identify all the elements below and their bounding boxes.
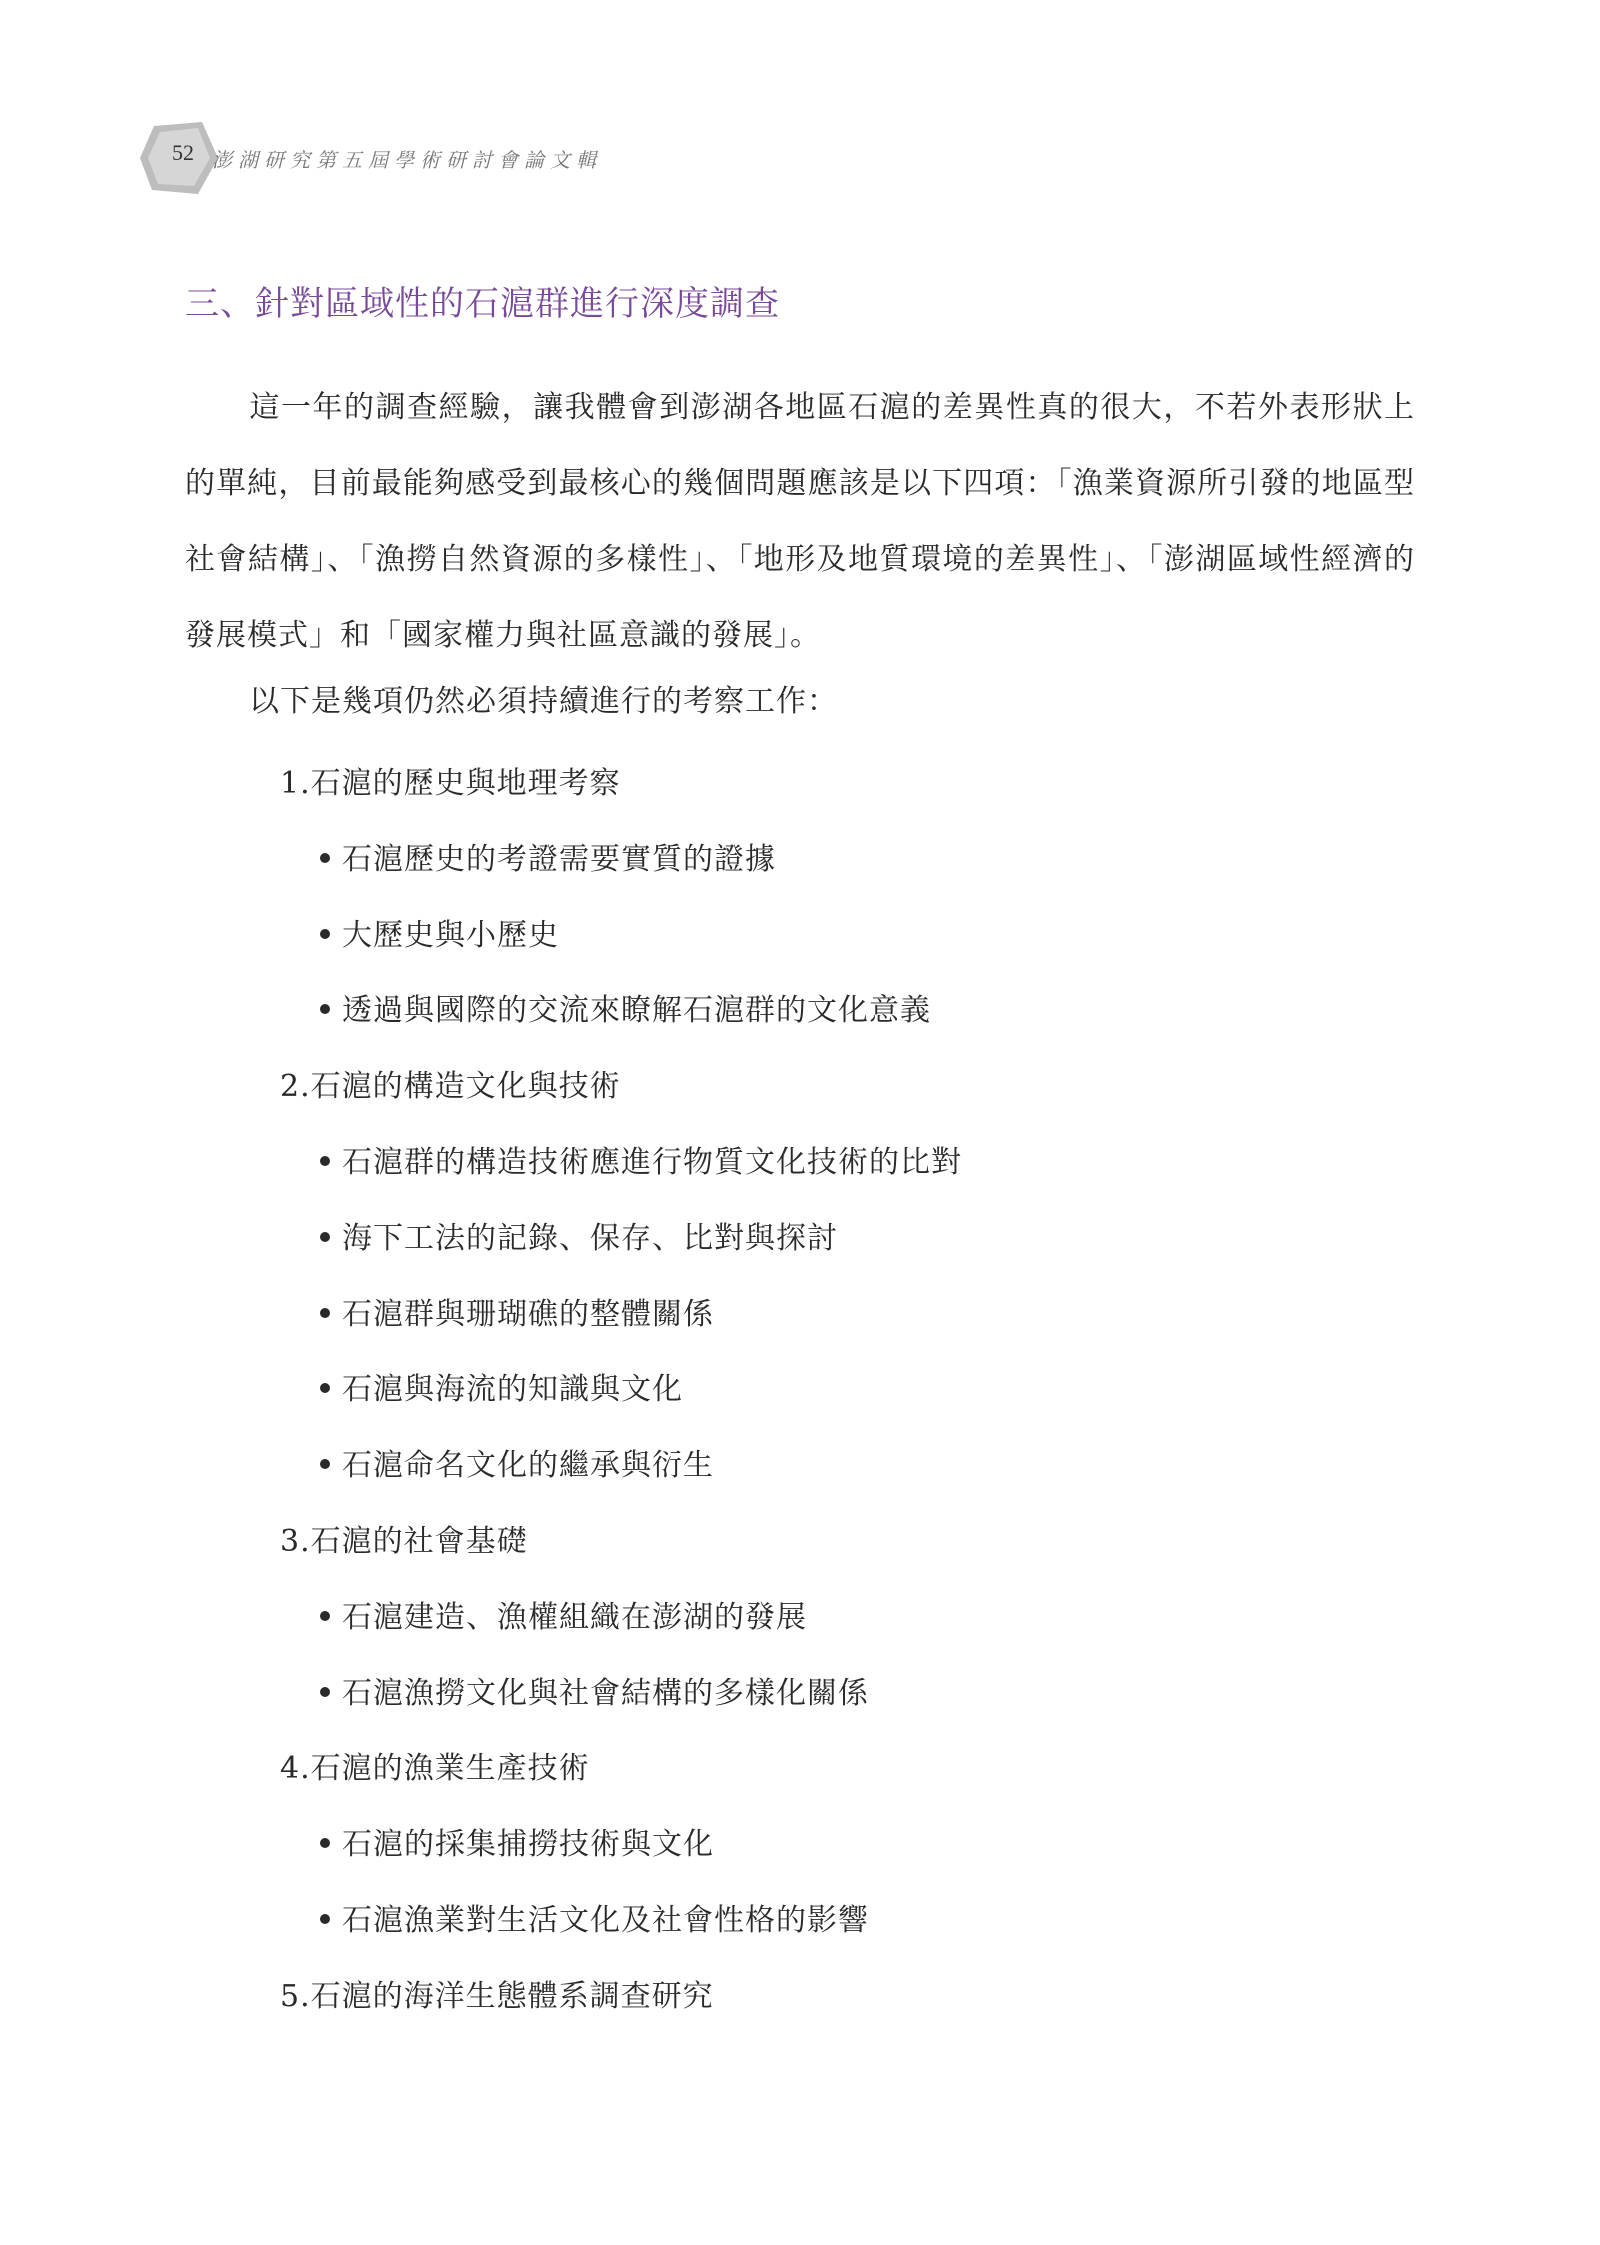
book-title: 澎湖研究第五屆學術研討會論文輯 (212, 148, 602, 172)
bullet-dot-icon (320, 1914, 330, 1924)
section-heading: 三、針對區域性的石滬群進行深度調查 (185, 284, 780, 324)
bullet-dot-icon (320, 1156, 330, 1166)
item-title: 石滬的構造文化與技術 (310, 1069, 621, 1105)
bullet-dot-icon (320, 1004, 330, 1014)
bullet-item (320, 1819, 714, 1863)
bullet-text: 石滬建造、漁權組織在澎湖的發展 (342, 1599, 807, 1635)
bullet-dot-icon (320, 1459, 330, 1469)
bullet-text: 海下工法的記錄、保存、比對與探討 (342, 1220, 838, 1256)
page-header (140, 118, 840, 198)
bullet-text: 石滬漁撈文化與社會結構的多樣化關係 (342, 1675, 869, 1711)
bullet-dot-icon (320, 1383, 330, 1393)
item-title: 石滬的海洋生態體系調查研究 (310, 1978, 714, 2014)
bullet-text: 透過與國際的交流來瞭解石滬群的文化意義 (342, 993, 931, 1029)
item-title: 石滬的社會基礎 (310, 1524, 528, 1559)
item-number: 4. (280, 1751, 311, 1787)
bullet-item (320, 1137, 962, 1181)
bullet-dot-icon (320, 853, 330, 863)
list-intro: 以下是幾項仍然必須持續進行的考察工作： (249, 684, 838, 719)
bullet-item (320, 1592, 807, 1636)
numbered-item-3 (280, 1516, 528, 1560)
bullet-text: 石滬漁業對生活文化及社會性格的影響 (342, 1903, 869, 1938)
bullet-text: 大歷史與小歷史 (342, 917, 559, 953)
numbered-item-1 (280, 758, 621, 802)
bullet-item (320, 1213, 838, 1257)
bullet-dot-icon (320, 929, 330, 939)
bullet-item (320, 985, 931, 1029)
numbered-item-2 (280, 1061, 621, 1105)
item-title: 石滬的歷史與地理考察 (310, 766, 621, 801)
bullet-text: 石滬群與珊瑚礁的整體關係 (342, 1296, 714, 1332)
body-paragraph (185, 370, 1415, 674)
bullet-text: 石滬與海流的知識與文化 (342, 1372, 683, 1408)
bullet-dot-icon (320, 1308, 330, 1318)
bullet-text: 石滬歷史的考證需要實質的證據 (342, 841, 776, 877)
item-number: 5. (280, 1978, 311, 2014)
bullet-text: 石滬命名文化的繼承與衍生 (342, 1448, 714, 1484)
bullet-dot-icon (320, 1838, 330, 1848)
body-paragraph-text: 這一年的調查經驗，讓我體會到澎湖各地區石滬的差異性真的很大，不若外表形狀上的單純，目前最能夠感受到最核心的幾個問題應該是以下四項：「漁業資源所引發的地區型社會結構」、「漁撈自然資源的多樣性」、「地形及地質環境的差異性」、「澎湖區域性經濟的發展模式」和「國家權力與社區意識的發展」。 (185, 390, 1415, 653)
bullet-text: 石滬群的構造技術應進行物質文化技術的比對 (342, 1145, 962, 1180)
bullet-item (320, 834, 776, 878)
bullet-item (320, 1895, 869, 1939)
item-title: 石滬的漁業生產技術 (310, 1751, 590, 1787)
bullet-item (320, 1364, 683, 1408)
numbered-item-4 (280, 1743, 590, 1787)
numbered-item-5 (280, 1971, 714, 2015)
bullet-dot-icon (320, 1232, 330, 1242)
item-number: 2. (280, 1069, 311, 1105)
bullet-item (320, 1440, 714, 1484)
item-number: 1. (280, 766, 311, 801)
bullet-text: 石滬的採集捕撈技術與文化 (342, 1827, 714, 1863)
item-number: 3. (280, 1524, 311, 1559)
bullet-dot-icon (320, 1611, 330, 1621)
bullet-dot-icon (320, 1687, 330, 1697)
bullet-item (320, 1289, 714, 1333)
page-number: 52 (172, 140, 194, 165)
bullet-item (320, 1668, 869, 1712)
bullet-item (320, 910, 559, 954)
